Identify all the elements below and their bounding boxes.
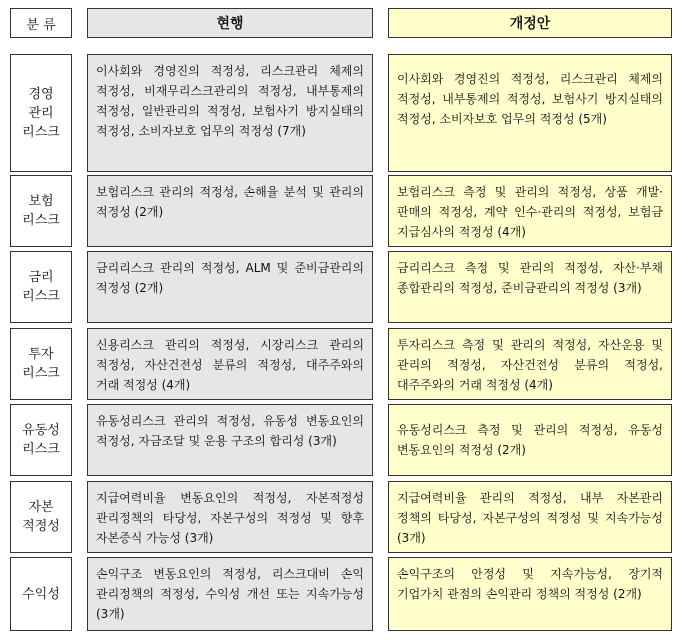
row-revised: 손익구조의 안정성 및 지속가능성, 장기적 기업가치 관점의 손익관리 정책의 적정성 (2개) <box>388 557 672 631</box>
row-category: 수익성 <box>10 557 72 631</box>
row-revised: 보험리스크 측정 및 관리의 적정성, 상품 개발·판매의 적정성, 계약 인수·관리의 적정성, 보험금 지급심사의 적정성 (4개) <box>388 175 672 247</box>
row-current: 금리리스크 관리의 적정성, ALM 및 준비금관리의 적정성 (2개) <box>87 251 373 323</box>
row-category: 경영 관리 리스크 <box>10 54 72 172</box>
row-current: 손익구조 변동요인의 적정성, 리스크대비 손익 관리정책의 적정성, 수익성 개선 또는 지속가능성 (3개) <box>87 557 373 631</box>
row-category: 금리 리스크 <box>10 251 72 323</box>
row-current: 신용리스크 관리의 적정성, 시장리스크 관리의 적정성, 자산건전성 분류의 적정성, 대주주와의 거래 적정성 (4개) <box>87 328 373 400</box>
row-category: 투자 리스크 <box>10 328 72 400</box>
header-current: 현행 <box>87 8 373 38</box>
row-category: 자본 적정성 <box>10 481 72 553</box>
row-revised: 유동성리스크 측정 및 관리의 적정성, 유동성 변동요인의 적정성 (2개) <box>388 404 672 476</box>
row-category: 보험 리스크 <box>10 175 72 247</box>
header-revised: 개정안 <box>388 8 672 38</box>
row-current: 보험리스크 관리의 적정성, 손해율 분석 및 관리의 적정성 (2개) <box>87 175 373 247</box>
row-category: 유동성 리스크 <box>10 404 72 476</box>
row-revised: 이사회와 경영진의 적정성, 리스크관리 체제의 적정성, 내부통제의 적정성, 보험사기 방지실태의 적정성, 소비자보호 업무의 적정성 (5개) <box>388 54 672 172</box>
row-revised: 금리리스크 측정 및 관리의 적정성, 자산·부채 종합관리의 적정성, 준비금관리의 적정성 (3개) <box>388 251 672 323</box>
row-current: 이사회와 경영진의 적정성, 리스크관리 체제의 적정성, 비재무리스크관리의 적정성, 내부통제의 적정성, 일반관리의 적정성, 보험사기 방지실태의 적정성, 소비자보호 업무의 적정성 (7개) <box>87 54 373 172</box>
row-current: 유동성리스크 관리의 적정성, 유동성 변동요인의 적정성, 자금조달 및 운용 구조의 합리성 (3개) <box>87 404 373 476</box>
row-current: 지급여력비율 변동요인의 적정성, 자본적정성 관리정책의 타당성, 자본구성의 적정성 및 향후 자본증식 가능성 (3개) <box>87 481 373 553</box>
row-revised: 투자리스크 측정 및 관리의 적정성, 자산운용 및 관리의 적정성, 자산건전성 분류의 적정성, 대주주와의 거래 적정성 (4개) <box>388 328 672 400</box>
header-category: 분 류 <box>10 8 72 38</box>
row-revised: 지급여력비율 관리의 적정성, 내부 자본관리 정책의 타당성, 자본구성의 적정성 및 지속가능성 (3개) <box>388 481 672 553</box>
